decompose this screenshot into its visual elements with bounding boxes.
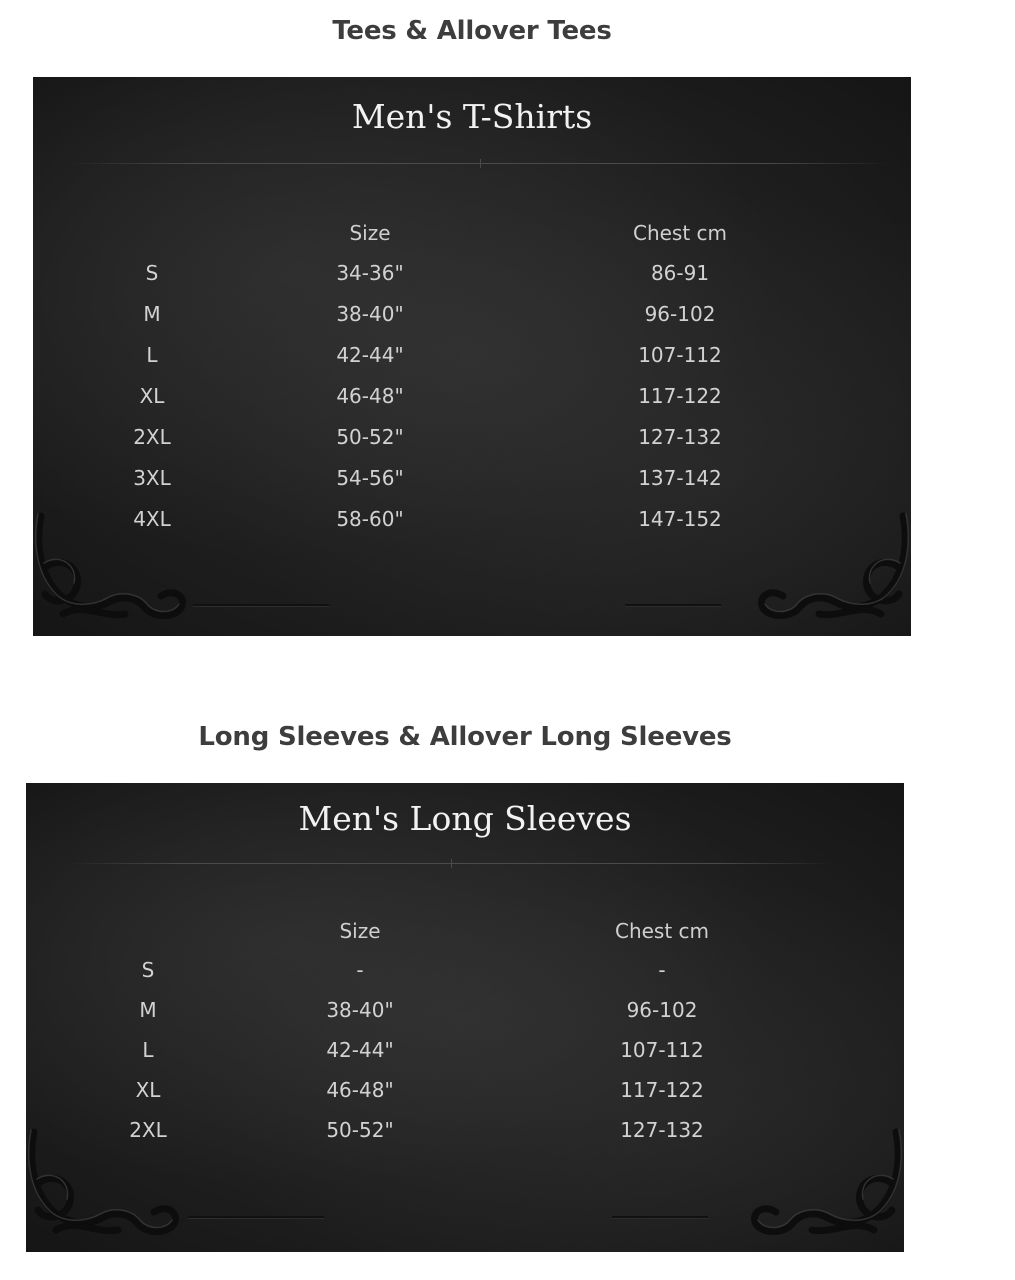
bottom-divider-left bbox=[193, 604, 329, 606]
row-size: - bbox=[356, 958, 364, 982]
row-chest: 96-102 bbox=[644, 302, 716, 326]
row-size: 46-48" bbox=[336, 384, 404, 408]
row-chest: - bbox=[658, 958, 666, 982]
row-label: XL bbox=[135, 1078, 161, 1102]
row-size: 38-40" bbox=[326, 998, 394, 1022]
row-size: 50-52" bbox=[326, 1118, 394, 1142]
bottom-divider-left bbox=[188, 1216, 324, 1218]
bottom-divider-right bbox=[612, 1216, 708, 1218]
column-header-chest: Chest cm bbox=[632, 221, 728, 245]
row-label: L bbox=[142, 1038, 154, 1062]
row-label: S bbox=[141, 958, 155, 982]
row-chest: 127-132 bbox=[620, 1118, 704, 1142]
row-label: L bbox=[146, 343, 158, 367]
row-label: 3XL bbox=[133, 466, 171, 490]
row-chest: 127-132 bbox=[638, 425, 722, 449]
row-size: 38-40" bbox=[336, 302, 404, 326]
chart-title: Men's T-Shirts bbox=[351, 97, 593, 136]
section-heading-long-sleeves: Long Sleeves & Allover Long Sleeves bbox=[198, 722, 732, 752]
row-size: 54-56" bbox=[336, 466, 404, 490]
row-chest: 147-152 bbox=[638, 507, 722, 531]
column-header-size: Size bbox=[339, 919, 381, 943]
bottom-divider-right bbox=[625, 604, 721, 606]
row-chest: 86-91 bbox=[650, 261, 710, 285]
row-size: 46-48" bbox=[326, 1078, 394, 1102]
row-label: 2XL bbox=[129, 1118, 167, 1142]
row-label: M bbox=[139, 998, 157, 1022]
title-divider bbox=[69, 163, 891, 164]
celtic-knot-corner-icon bbox=[26, 1112, 186, 1242]
celtic-knot-corner-icon bbox=[751, 496, 911, 626]
size-chart-tshirts bbox=[33, 77, 911, 636]
celtic-knot-corner-icon bbox=[33, 496, 193, 626]
row-size: 58-60" bbox=[336, 507, 404, 531]
celtic-knot-corner-icon bbox=[744, 1112, 904, 1242]
row-label: 2XL bbox=[133, 425, 171, 449]
row-label: S bbox=[145, 261, 159, 285]
row-label: 4XL bbox=[133, 507, 171, 531]
row-chest: 96-102 bbox=[626, 998, 698, 1022]
row-size: 42-44" bbox=[336, 343, 404, 367]
column-header-size: Size bbox=[349, 221, 391, 245]
row-label: M bbox=[143, 302, 161, 326]
section-heading-tees: Tees & Allover Tees bbox=[332, 16, 612, 46]
title-divider bbox=[68, 863, 834, 864]
row-chest: 117-122 bbox=[638, 384, 722, 408]
row-chest: 137-142 bbox=[638, 466, 722, 490]
row-chest: 117-122 bbox=[620, 1078, 704, 1102]
row-chest: 107-112 bbox=[638, 343, 722, 367]
row-size: 50-52" bbox=[336, 425, 404, 449]
chart-title: Men's Long Sleeves bbox=[298, 799, 632, 838]
column-header-chest: Chest cm bbox=[614, 919, 710, 943]
row-chest: 107-112 bbox=[620, 1038, 704, 1062]
size-chart-long-sleeves bbox=[26, 783, 904, 1252]
row-size: 34-36" bbox=[336, 261, 404, 285]
row-label: XL bbox=[139, 384, 165, 408]
row-size: 42-44" bbox=[326, 1038, 394, 1062]
